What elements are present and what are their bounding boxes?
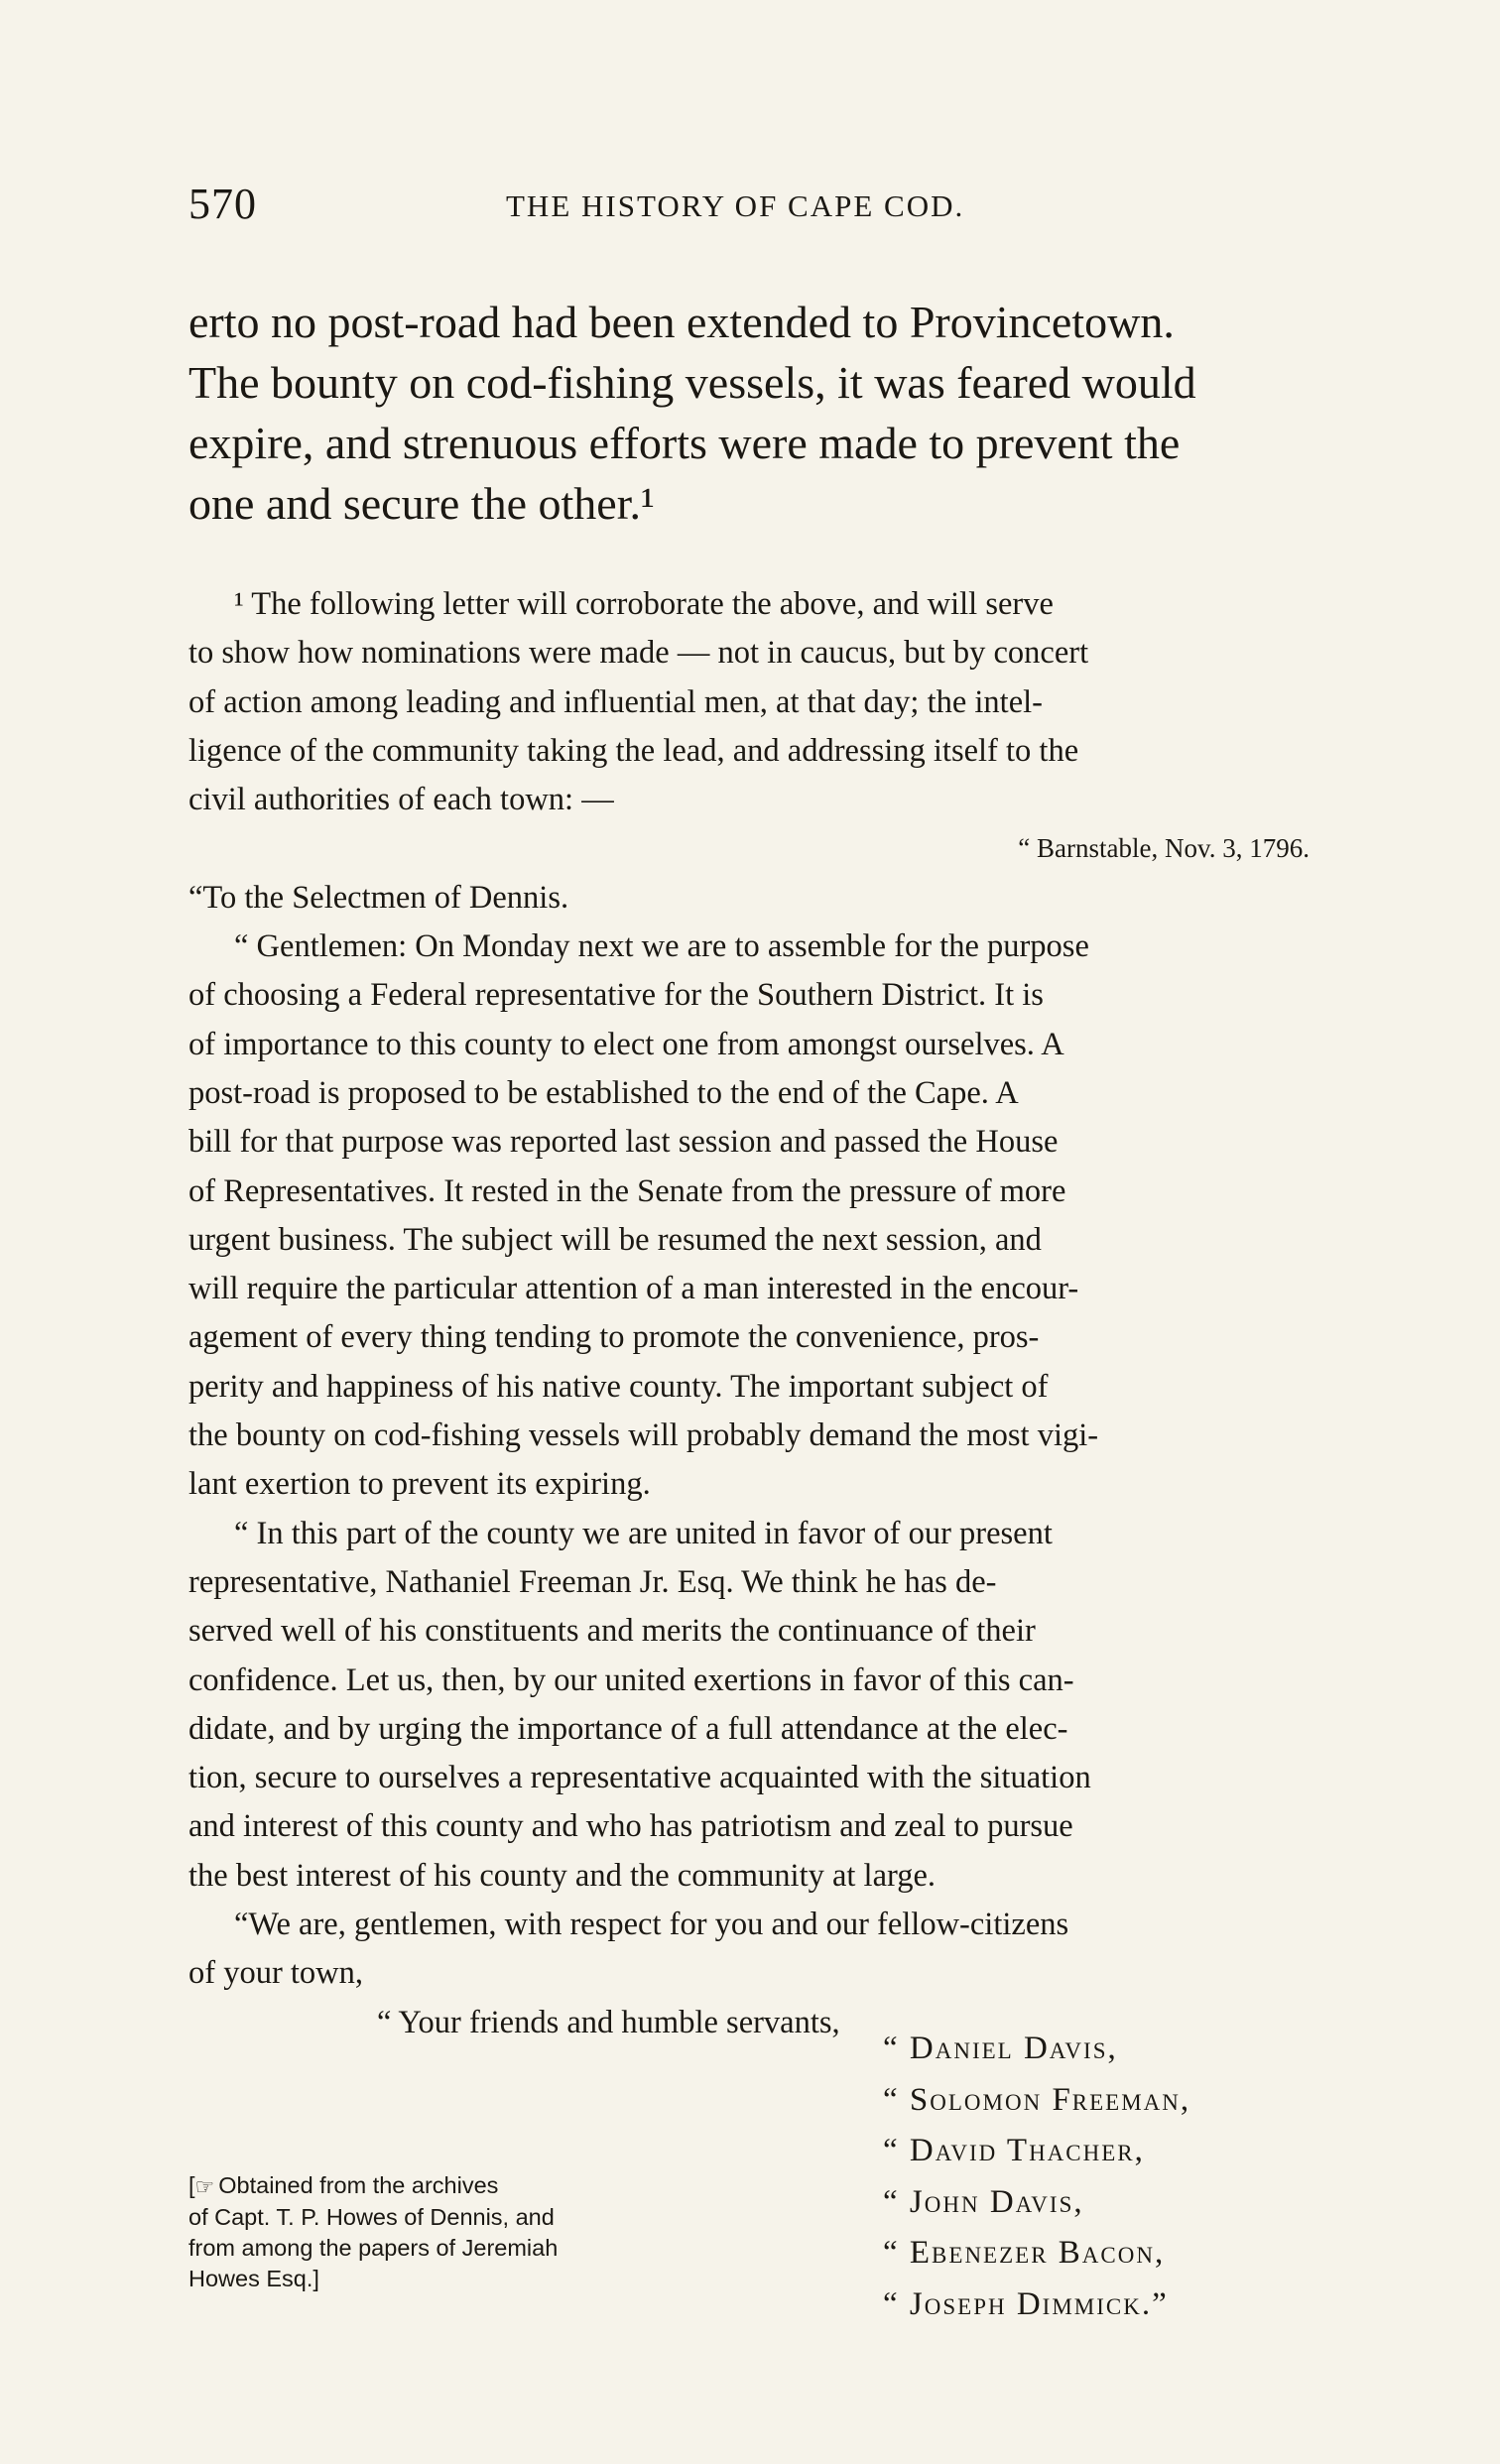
- signature: “ Ebenezer Bacon,: [883, 2235, 1166, 2271]
- letter-line: tion, secure to ourselves a representative acquainted with the situation: [188, 1760, 1091, 1796]
- letter-line: confidence. Let us, then, by our united exertions in favor of this can-: [188, 1662, 1074, 1698]
- signature: “ David Thacher,: [883, 2133, 1145, 2168]
- letter-salutation: “ Gentlemen: On Monday next we are to assemble for the purpose: [234, 928, 1089, 965]
- source-note-line: [188, 2170, 744, 2202]
- pointing-hand-icon: ☞: [194, 2174, 215, 2199]
- page-number: 570: [188, 180, 257, 228]
- letter-line: and interest of this county and who has patriotism and zeal to pursue: [188, 1808, 1073, 1845]
- letter-line: will require the particular attention of a man interested in the encour-: [188, 1271, 1079, 1307]
- text-line: The bounty on cod-fishing vessels, it was feared would: [188, 357, 1196, 408]
- signature: “ John Davis,: [883, 2183, 1084, 2220]
- running-head: THE HISTORY OF CAPE COD.: [506, 188, 965, 223]
- letter-line: agement of every thing tending to promote the convenience, pros-: [188, 1319, 1040, 1356]
- footnote-line: ¹ The following letter will corroborate the above, and will serve: [234, 586, 1054, 622]
- text-line: one and secure the other.¹: [188, 478, 655, 529]
- source-note-line: of Capt. T. P. Howes of Dennis, and: [188, 2204, 555, 2230]
- signature-area: [188, 2024, 1329, 2321]
- source-note-line: Howes Esq.]: [188, 2266, 319, 2291]
- text-line: erto no post-road had been extended to Provincetown.: [188, 297, 1175, 347]
- source-note-line: from among the papers of Jeremiah: [188, 2235, 559, 2261]
- footnote-line: to show how nominations were made — not in caucus, but by concert: [188, 635, 1089, 672]
- signature: “ Joseph Dimmick.”: [883, 2285, 1169, 2322]
- text-line: expire, and strenuous efforts were made to prevent the: [188, 418, 1181, 468]
- signature: “ Solomon Freeman,: [883, 2081, 1191, 2118]
- signature: “ Daniel Davis,: [883, 2031, 1118, 2066]
- footnote-line: of action among leading and influential men, at that day; the intel-: [188, 683, 1043, 720]
- letter-line: “ In this part of the county we are united in favor of our present: [234, 1515, 1053, 1551]
- letter-line: perity and happiness of his native county. The important subject of: [188, 1368, 1049, 1405]
- letter-line: urgent business. The subject will be resumed the next session, and: [188, 1221, 1042, 1258]
- letter-line: didate, and by urging the importance of a full attendance at the elec-: [188, 1710, 1068, 1747]
- letter-line: bill for that purpose was reported last session and passed the House: [188, 1124, 1059, 1161]
- source-note: [188, 2170, 744, 2294]
- letter-line: of importance to this county to elect one from amongst ourselves. A: [188, 1026, 1064, 1062]
- footnote-line: civil authorities of each town: —: [188, 782, 614, 818]
- main-text: [188, 292, 1329, 534]
- letter-closing: “ Your friends and humble servants,: [377, 2004, 840, 2040]
- footnote-line: ligence of the community taking the lead, and addressing itself to the: [188, 732, 1079, 769]
- letter-line: “We are, gentlemen, with respect for you and our fellow-citizens: [234, 1907, 1069, 1943]
- open-bracket: [: [188, 2172, 195, 2198]
- letter-line: the bounty on cod-fishing vessels will probably demand the most vigi-: [188, 1417, 1099, 1454]
- footnote: [188, 580, 1329, 2047]
- letter-dateline: “ Barnstable, Nov. 3, 1796.: [1018, 833, 1310, 864]
- source-note-text: Obtained from the archives: [218, 2172, 499, 2198]
- letter-line: post-road is proposed to be established to the end of the Cape. A: [188, 1074, 1019, 1111]
- letter-line: of your town,: [188, 1955, 364, 1992]
- letter-line: of choosing a Federal representative for the Southern District. It is: [188, 977, 1044, 1014]
- page-header: [188, 179, 1310, 238]
- letter-line: representative, Nathaniel Freeman Jr. Esq. We think he has de-: [188, 1563, 997, 1600]
- letter-addressee: “To the Selectmen of Dennis.: [188, 879, 569, 916]
- signature-list: [883, 2024, 1329, 2330]
- letter-line: the best interest of his county and the community at large.: [188, 1857, 937, 1894]
- letter-line: lant exertion to prevent its expiring.: [188, 1466, 651, 1503]
- letter-line: served well of his constituents and merits the continuance of their: [188, 1613, 1036, 1650]
- letter-line: of Representatives. It rested in the Senate from the pressure of more: [188, 1172, 1066, 1209]
